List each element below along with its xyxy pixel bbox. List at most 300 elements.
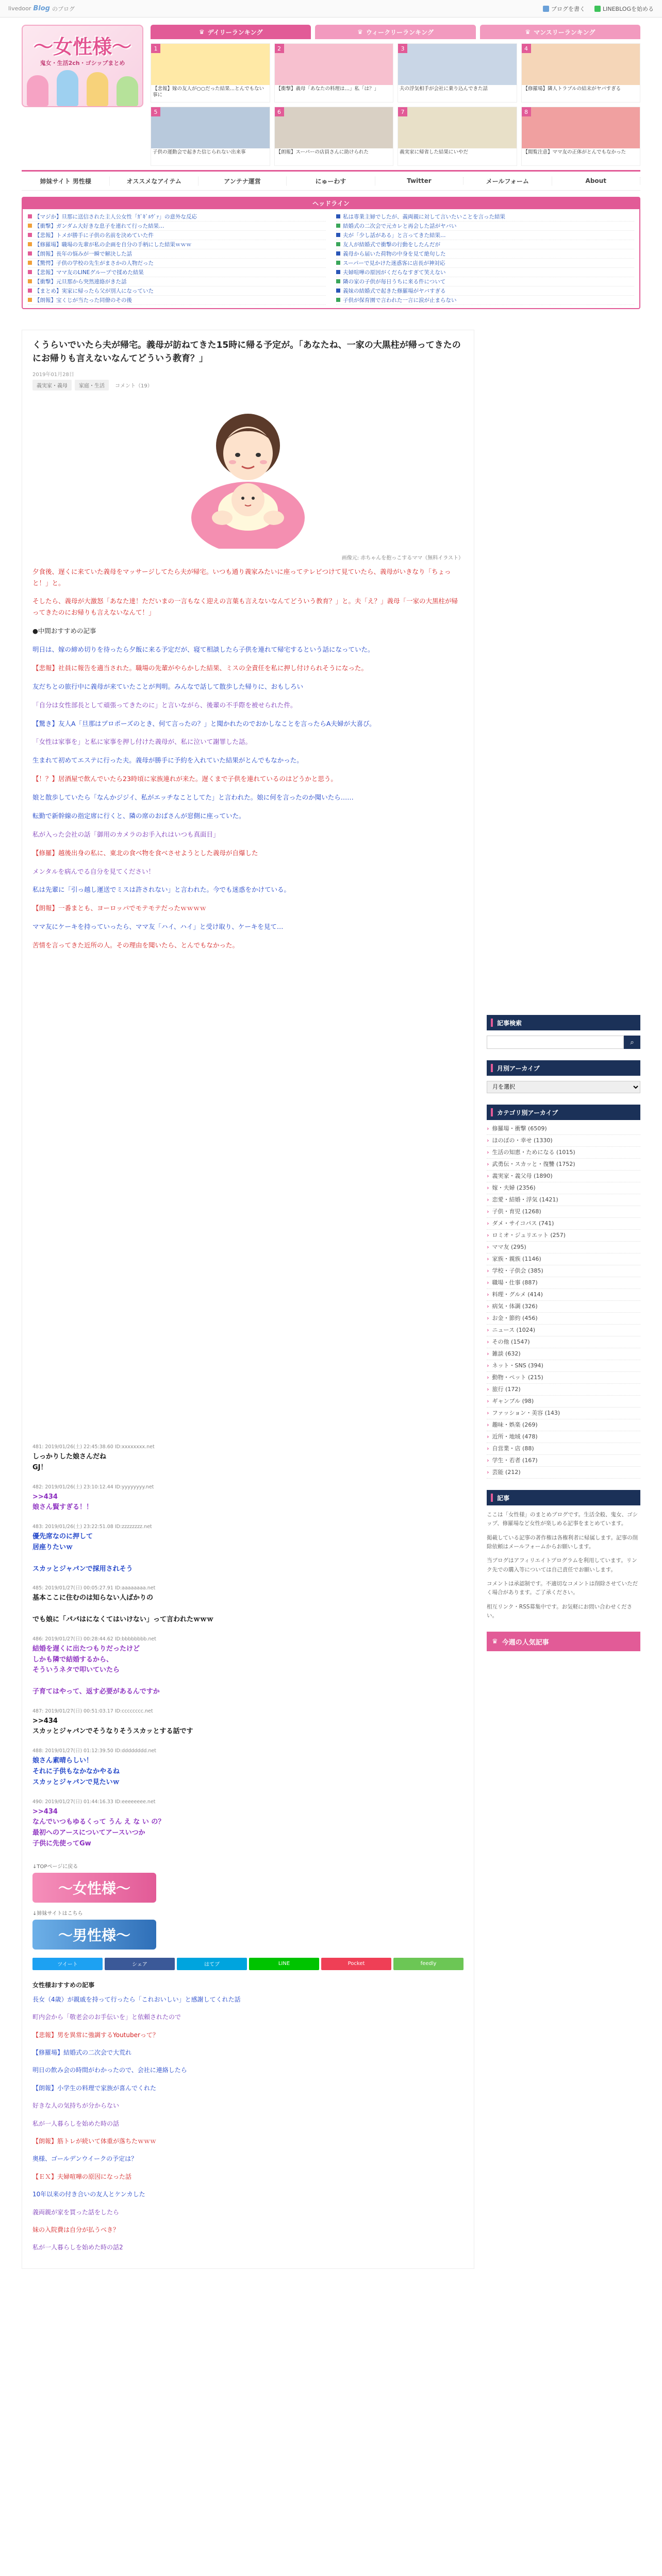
popular-header [487, 1632, 640, 1651]
category-label: 子供・育児 (1268) [492, 1208, 541, 1215]
headline-item[interactable] [28, 296, 326, 305]
chevron-right-icon: › [487, 1410, 489, 1416]
chevron-right-icon: › [487, 1338, 489, 1345]
category-label: 近所・地域 (478) [492, 1433, 538, 1440]
category-label: 生活の知恵・ためになる (1015) [492, 1149, 575, 1156]
category-item[interactable] [487, 1467, 640, 1479]
recommended-link[interactable]: 妹の入院費は自分が払うべき？ [32, 2226, 120, 2233]
archive-widget [487, 1060, 640, 1093]
chevron-right-icon: › [487, 1279, 489, 1286]
response-header: 481: 2019/01/26(土) 22:45:38.60 ID:xxxxxxxx.net [32, 1444, 155, 1450]
response-text: 娘さん素晴らしい！ それに子供もなかなかやるね スカッとジャパンで見たいｗ [32, 1757, 120, 1786]
category-label: ロミオ・ジュリエット (257) [492, 1232, 566, 1239]
nav-twitter[interactable]: Twitter [375, 177, 464, 184]
article-tags [32, 380, 464, 391]
chevron-right-icon: › [487, 1244, 489, 1250]
category-item[interactable] [487, 1171, 640, 1182]
category-item[interactable] [487, 1372, 640, 1384]
category-item[interactable] [487, 1218, 640, 1230]
chevron-right-icon: › [487, 1220, 489, 1227]
chevron-right-icon: › [487, 1232, 489, 1239]
category-item[interactable] [487, 1194, 640, 1206]
article-paragraph: メンタルを病んでる自分を見てください！ [32, 867, 155, 875]
category-item[interactable] [487, 1230, 640, 1242]
about-widget [487, 1490, 640, 1620]
chevron-right-icon: › [487, 1457, 489, 1464]
headline-item[interactable] [336, 259, 634, 268]
category-label: 職場・仕事 (887) [492, 1279, 538, 1286]
ranking-card[interactable] [274, 43, 394, 103]
tab-weekly-ranking[interactable] [315, 25, 475, 39]
logo-title: ～女性様～ [33, 35, 131, 58]
back-links [32, 1862, 464, 1950]
chevron-right-icon: › [487, 1469, 489, 1476]
top-page-banner[interactable]: ～女性様～ [32, 1873, 156, 1903]
ranking-title: 【閲覧注意】ママ友の正体がとんでもなかった [523, 149, 626, 155]
category-label: その他 (1547) [492, 1338, 530, 1345]
headline-text: 【朗報】長年の悩みが一瞬で解決した話 [35, 251, 132, 257]
category-label: 自営業・店 (88) [492, 1445, 534, 1452]
top-link-label: ↓TOPページに戻る [32, 1863, 78, 1870]
bullet-icon [336, 261, 340, 265]
chevron-right-icon: › [487, 1398, 489, 1404]
search-icon: ⌕ [630, 1038, 634, 1046]
category-item[interactable] [487, 1313, 640, 1325]
about-text [487, 1511, 640, 1620]
pocket-button[interactable]: Pocket [321, 1958, 391, 1970]
category-item[interactable] [487, 1159, 640, 1171]
feedly-button[interactable]: feedly [393, 1958, 464, 1970]
category-item[interactable] [487, 1360, 640, 1372]
response-header: 486: 2019/01/27(日) 00:28:44.62 ID:bbbbbbbb.net [32, 1636, 157, 1642]
ranking-card[interactable] [521, 107, 641, 166]
category-item[interactable] [487, 1325, 640, 1336]
article-paragraph: 私は先輩に「引っ越し運送でミスは許されない」と言われた。今でも迷惑をかけている。 [32, 886, 291, 894]
recommended-link[interactable]: 【修羅場】結婚式の二次会で大荒れ [32, 2049, 132, 2057]
bullet-icon [28, 279, 32, 283]
nav-about[interactable]: About [552, 177, 640, 184]
crown-icon: ♛ [357, 28, 363, 36]
category-label: ファッション・美容 (143) [492, 1410, 560, 1416]
headline-text: 夫婦喧嘩の原因がくだらなすぎて笑えない [343, 269, 446, 276]
line-icon [594, 6, 601, 12]
about-paragraph: ここは「女性様」のまとめブログです。生活全般、鬼女、ゴシップ、修羅場など女性が楽しめる記事をまとめています。 [487, 1512, 638, 1527]
response-item [32, 1635, 464, 1698]
bullet-icon [28, 242, 32, 246]
ranking-title: 【修羅場】隣人トラブルの結末がヤバすぎる [523, 86, 621, 92]
category-label: 恋愛・結婚・浮気 (1421) [492, 1196, 558, 1203]
response-header: 487: 2019/01/27(日) 00:51:03.17 ID:cccccccc.net [32, 1708, 153, 1714]
article-paragraph: 【朗報】一番まとも、ヨーロッパでモテモテだったｗｗｗｗ [32, 904, 207, 912]
chevron-right-icon: › [487, 1208, 489, 1215]
bullet-icon [336, 251, 340, 256]
category-item[interactable] [487, 1206, 640, 1218]
ranking-card[interactable] [274, 107, 394, 166]
headline-text: 【まとめ】実家に帰ったら父が別人になっていた [35, 288, 154, 294]
logo-characters [23, 66, 142, 106]
global-nav [22, 170, 640, 191]
blog-text: Blog [33, 5, 50, 12]
rank-number: 4 [522, 44, 531, 53]
response-header: 488: 2019/01/27(日) 01:12:39.50 ID:dddddddd.net [32, 1748, 157, 1754]
about-paragraph: コメントは承認制です。不適切なコメントは削除させていただく場合があります。ご了承ください。 [487, 1580, 638, 1596]
chevron-right-icon: › [487, 1421, 489, 1428]
recommended-header: 女性様おすすめの記事 [32, 1981, 95, 1989]
headline-header: ヘッドライン [23, 198, 639, 209]
headline-text: 【朗報】宝くじが当たった同僚のその後 [35, 297, 132, 303]
bullet-icon [336, 233, 340, 237]
category-label: 学校・子供会 (385) [492, 1267, 543, 1274]
sidebar [487, 330, 640, 2269]
category-item[interactable] [487, 1182, 640, 1194]
headline-item[interactable] [336, 231, 634, 240]
response-text: しっかりした娘さんだね GJ！ [32, 1452, 107, 1471]
recommended-link[interactable]: 義両親が家を買った話をしたら [32, 2208, 120, 2216]
tab-monthly-ranking[interactable] [480, 25, 640, 39]
category-item[interactable] [487, 1135, 640, 1147]
about-header: 記事 [497, 1494, 510, 1502]
response-text: 優先席なのに押して 居座りたいｗ スカッとジャパンで採用されそう [32, 1533, 133, 1573]
livedoor-brand[interactable] [8, 5, 75, 13]
mother-baby-illustration [171, 399, 325, 549]
category-label: 学生・若者 (167) [492, 1457, 538, 1464]
tag-link[interactable]: 家庭・生活 [75, 380, 109, 391]
content-gap [32, 958, 464, 1443]
response-item [32, 1798, 464, 1850]
category-label: 家族・親族 (1146) [492, 1256, 541, 1262]
recommended-link[interactable]: 私が一人暮らしを始めた時の話 [32, 2120, 120, 2127]
ranking-card[interactable] [398, 107, 517, 166]
headline-text: 【驚愕】子供の学校の先生がまさかの人物だった [35, 260, 154, 266]
ranking-card[interactable] [398, 43, 517, 103]
headline-text: 結婚式の二次会で元カレと再会した話がヤバい [343, 223, 457, 229]
sidebar-top-gap [487, 330, 640, 1015]
nav-mailform[interactable]: メールフォーム [464, 177, 552, 185]
headline-text: 【衝撃】元旦那から突然連絡がきた話 [35, 279, 127, 285]
crown-icon: ♛ [492, 1637, 498, 1646]
chevron-right-icon: › [487, 1433, 489, 1440]
category-list [487, 1123, 640, 1479]
bullet-icon [336, 214, 340, 218]
response-text: >>434 なんでいつもゆるくって うん え な い の？ 最初へのアースについてアースいつか 子供に先使ってGw [32, 1807, 165, 1848]
headline-item[interactable] [28, 286, 326, 296]
recommended-link[interactable]: 10年以来の付き合いの友人とケンカした [32, 2191, 145, 2198]
headline-text: 【修羅場】職場の先輩が私の企画を自分の手柄にした結果ｗｗｗ [35, 242, 192, 248]
ranking-title: 【衝撃】義母「あなたの料理は…」私「は？」 [276, 86, 379, 92]
chevron-right-icon: › [487, 1386, 489, 1393]
response-text: >>434 娘さん賢すぎる！！ [32, 1493, 93, 1512]
chevron-right-icon: › [487, 1184, 489, 1191]
category-label: 旅行 (172) [492, 1386, 521, 1393]
brother-site-banner[interactable]: ～男性様～ [32, 1920, 156, 1950]
category-item[interactable] [487, 1123, 640, 1135]
tag-link[interactable]: 義実家・義母 [32, 380, 72, 391]
recommended-link[interactable]: 町内会から「敬老会のお手伝いを」と依頼されたので [32, 2013, 181, 2021]
site-logo[interactable] [22, 25, 143, 107]
category-item[interactable] [487, 1348, 640, 1360]
bullet-icon [336, 279, 340, 283]
headline-item[interactable] [336, 212, 634, 222]
category-label: 動物・ペット (215) [492, 1374, 543, 1381]
recommended-link[interactable]: 奥様、ゴールデンウイークの予定は？ [32, 2155, 138, 2163]
nav-items[interactable]: オススメなアイテム [110, 177, 198, 185]
headline-list [23, 209, 639, 308]
nav-news[interactable]: にゅーわす [287, 177, 375, 185]
category-item[interactable] [487, 1396, 640, 1408]
headline-item[interactable] [28, 268, 326, 277]
pencil-icon [543, 6, 549, 12]
category-header: カテゴリ別アーカイブ [497, 1109, 558, 1116]
headline-text: 義妹の結婚式で起きた修羅場がヤバすぎる [343, 288, 446, 294]
headline-box [22, 197, 640, 309]
chevron-right-icon: › [487, 1303, 489, 1310]
category-label: 義実家・義父母 (1890) [492, 1173, 553, 1179]
article-paragraph: ママ友にケーキを持っていったら、ママ友「ハイ、ハイ」と受け取り、ケーキを見て… [32, 923, 284, 931]
eyecatch-illustration [32, 397, 464, 551]
headline-item[interactable] [336, 222, 634, 231]
about-paragraph: 相互リンク・RSS募集中です。お気軽にお問い合わせください。 [487, 1603, 633, 1619]
response-text: >>434 スカッとジャパンでそうなりそうスカッとする話です [32, 1717, 193, 1736]
archive-select[interactable] [487, 1081, 640, 1093]
category-item[interactable] [487, 1384, 640, 1396]
share-buttons [32, 1958, 464, 1970]
recommended-link[interactable]: 【悲報】男を異常に強調するYoutuberって？ [32, 2031, 159, 2039]
response-item [32, 1707, 464, 1738]
rank-number: 8 [522, 107, 531, 116]
bullet-icon [336, 298, 340, 302]
ranking-title: 義実家に帰省した結果にいやだ [400, 149, 469, 155]
top-bar [0, 0, 662, 18]
article-paragraph: 娘と散歩していたら「なんかジジイ、私がエッチなことしてた」と言われた。娘に何を言ったのか聞いたら…… [32, 793, 354, 802]
recommended-link[interactable]: 明日の飲み会の時間がわかったので、会社に連絡したら [32, 2066, 187, 2074]
headline-text: 私は専業主婦でしたが、義両親に対して言いたいことを言った結果 [343, 214, 505, 220]
article-main [22, 330, 474, 2269]
category-item[interactable] [487, 1443, 640, 1455]
search-button[interactable] [624, 1036, 640, 1049]
article-paragraph: 「女性は家事を」と私に家事を押し付けた義母が、私に泣いて謝罪した話。 [32, 738, 252, 746]
crown-icon: ♛ [198, 28, 205, 36]
search-widget [487, 1015, 640, 1049]
bullet-icon [28, 261, 32, 265]
about-paragraph: 当ブログはアフィリエイトプログラムを利用しています。リンク先での購入等については自己責任でお願いします。 [487, 1557, 637, 1573]
headline-text: 【悲報】トメが勝手に子供の名前を決めていた件 [35, 232, 154, 239]
tab-label: マンスリーランキング [534, 28, 595, 36]
response-item [32, 1584, 464, 1625]
rank-number: 3 [398, 44, 407, 53]
chevron-right-icon: › [487, 1350, 489, 1357]
line-share-button[interactable]: LINE [249, 1958, 319, 1970]
category-item[interactable] [487, 1301, 640, 1313]
category-item[interactable] [487, 1265, 640, 1277]
response-item [32, 1443, 464, 1473]
ranking-card[interactable] [151, 107, 270, 166]
lineblog-label: LINEBLOGを始める [602, 5, 654, 12]
popular-header-label: 今週の人気記事 [502, 1638, 549, 1647]
article-paragraph: そしたら、義母が大激怒「あなた達！ただいまの一言もなく迎えの言葉も言えないなんてどういう教育？」と。夫「え？」義母「一家の大黒柱が帰ってきたのにお帰りも言えないなんて！」 [32, 597, 458, 617]
category-label: お金・節約 (456) [492, 1315, 538, 1321]
category-item[interactable] [487, 1289, 640, 1301]
category-item[interactable] [487, 1419, 640, 1431]
category-widget [487, 1105, 640, 1479]
headline-text: 義母から届いた荷物の中身を見て絶句した [343, 251, 446, 257]
tweet-button[interactable]: ツイート [32, 1958, 103, 1970]
brother-link-label: ↓姉妹サイトはこちら [32, 1910, 83, 1917]
article-paragraph: 【悲報】社員に報告を適当された。職場の先輩がやらかした結果、ミスの全責任を私に押し付けられそうになった。 [32, 664, 368, 672]
headline-item[interactable] [28, 259, 326, 268]
ranking-card[interactable] [151, 43, 270, 103]
article-paragraph: 【驚き】友人A「旦那はプロポーズのとき、何て言ったの？」と聞かれたのでおかしなことを言ったらA夫婦が大喜び。 [32, 719, 376, 727]
headline-item[interactable] [28, 240, 326, 249]
search-input[interactable] [487, 1036, 624, 1049]
article-paragraph: 友だちとの旅行中に義母が来ていたことが判明。みんなで話して散歩した帰りに、おもしろい [32, 682, 304, 690]
search-header: 記事検索 [497, 1019, 522, 1027]
rank-number: 1 [151, 44, 160, 53]
headline-item[interactable] [336, 277, 634, 286]
category-label: 武勇伝・スカッと・復讐 (1752) [492, 1161, 575, 1167]
category-item[interactable] [487, 1408, 640, 1419]
recommended-link[interactable]: 私が一人暮らしを始めた時の話2 [32, 2244, 123, 2251]
headline-text: スーパーで見かけた迷惑客に店長が神対応 [343, 260, 445, 266]
tab-label: ウィークリーランキング [366, 28, 434, 36]
article-date: 2019年01月28日 [32, 371, 74, 378]
recommended-link[interactable]: 好きな人の気持ちが分からない [32, 2102, 120, 2110]
ranking-title: 夫の浮気相手が会社に乗り込んできた話 [400, 86, 488, 92]
rank-number: 7 [398, 107, 407, 116]
brand-suffix: のブログ [52, 5, 75, 12]
category-item[interactable] [487, 1277, 640, 1289]
nav-sister-site[interactable]: 姉妹サイト 男性様 [22, 177, 110, 185]
recommended-section [32, 1980, 464, 2253]
response-item [32, 1747, 464, 1788]
chevron-right-icon: › [487, 1315, 489, 1321]
bullet-icon [28, 214, 32, 218]
chevron-right-icon: › [487, 1327, 489, 1333]
category-item[interactable] [487, 1455, 640, 1467]
headline-item[interactable] [336, 296, 634, 305]
recommended-link[interactable]: 【朗報】筋トレが続いて体重が落ちたｗｗｗ [32, 2137, 157, 2145]
chevron-right-icon: › [487, 1196, 489, 1203]
facebook-share-button[interactable]: シェア [105, 1958, 175, 1970]
article-title: くうらいでいたら夫が帰宅。義母が訪ねてきた15時に帰る予定が。「あなたね、一家の大黒柱が帰ってきたのにお帰りも言えないなんてどういう教育？」 [32, 340, 461, 364]
category-item[interactable] [487, 1147, 640, 1159]
response-text: 結婚を遅くに出たつもりだったけど しかも隣で結婚するから、 そういうネタで叩いていたら 子育てはやって、返す必要があるんですか [32, 1645, 160, 1696]
response-list [32, 1443, 464, 1850]
headline-item[interactable] [336, 268, 634, 277]
category-item[interactable] [487, 1431, 640, 1443]
chevron-right-icon: › [487, 1149, 489, 1156]
category-label: 雑談 (632) [492, 1350, 521, 1357]
headline-item[interactable] [28, 231, 326, 240]
crown-icon: ♛ [525, 28, 531, 36]
response-header: 485: 2019/01/27(日) 00:05:27.91 ID:aaaaaaaa.net [32, 1585, 156, 1591]
chevron-right-icon: › [487, 1362, 489, 1369]
bullet-icon [336, 242, 340, 246]
chevron-right-icon: › [487, 1173, 489, 1179]
bullet-icon [28, 270, 32, 274]
response-item [32, 1483, 464, 1514]
headline-item[interactable] [336, 240, 634, 249]
recommended-link[interactable]: 長女（4歳）が親戚を持って行ったら「これおいしい」と感謝してくれた話 [32, 1995, 241, 2003]
headline-text: 隣の家の子供が毎日うちに来る件について [343, 279, 446, 285]
chevron-right-icon: › [487, 1374, 489, 1381]
site-header [22, 18, 640, 170]
headline-item[interactable] [28, 222, 326, 231]
category-label: ギャンブル (98) [492, 1398, 534, 1404]
response-header: 482: 2019/01/26(土) 23:10:12.44 ID:yyyyyyyy.net [32, 1484, 154, 1490]
comments-link[interactable]: コメント（19） [115, 383, 153, 389]
ranking-title: 【朗報】スーパーの店員さんに助けられた [276, 149, 369, 155]
category-label: 料理・グルメ (414) [492, 1291, 543, 1298]
image-caption: 画像元: 赤ちゃんを抱っこするママ（無料イラスト） [341, 555, 464, 561]
bullet-icon [336, 289, 340, 293]
bullet-icon [28, 251, 32, 256]
category-item[interactable] [487, 1253, 640, 1265]
logo-subtitle: 鬼女・生活2ch・ゴシップまとめ [40, 60, 125, 66]
category-label: ほのぼの・幸せ (1330) [492, 1137, 553, 1144]
write-blog-link[interactable] [543, 5, 585, 13]
category-label: ママ友 (295) [492, 1244, 526, 1250]
rank-number: 6 [275, 107, 284, 116]
recommended-link[interactable]: 【ＥＸ】夫婦喧嘩の原因になった話 [32, 2173, 132, 2180]
ranking-title: 【悲報】嫁の友人が○○だった結果…とんでもない事に [153, 86, 264, 98]
recommended-link[interactable]: 【朗報】小学生の料理で家族が喜んでくれた [32, 2084, 157, 2092]
article-paragraph: ●中間おすすめの記事 [32, 627, 96, 635]
article-paragraph: 転勤で新幹線の指定席に行くと、隣の席のおばさんが窓側に座っていた。 [32, 811, 245, 820]
headline-text: 【マジか】旦那に送信された主人公女性「ｶﾞｷﾞﾙｳﾞｧ」の意外な反応 [35, 214, 197, 220]
headline-text: 子供が保育園で言われた一言に涙が止まらない [343, 297, 457, 303]
category-label: 趣味・娯楽 (269) [492, 1421, 538, 1428]
headline-item[interactable] [336, 249, 634, 259]
article-paragraph: 「自分は女性部長として頑張ってきたのに」と言いながら、後輩の不手際を被せられた件。 [32, 701, 297, 709]
headline-item[interactable] [28, 277, 326, 286]
tab-daily-ranking[interactable] [151, 25, 311, 39]
category-item[interactable] [487, 1242, 640, 1253]
category-label: 嫁・夫婦 (2356) [492, 1184, 536, 1191]
article-paragraph: 私が入った会社の話「御用のカメラのお手入れはいつも真面目」 [32, 830, 220, 838]
headline-item[interactable] [336, 286, 634, 296]
ranking-card[interactable] [521, 43, 641, 103]
category-label: 病気・体調 (326) [492, 1303, 538, 1310]
bullet-icon [28, 289, 32, 293]
article-paragraph: 苦情を言ってきた近所の人。その理由を聞いたら、とんでもなかった。 [32, 941, 239, 950]
headline-item[interactable] [28, 212, 326, 222]
livedoor-text: livedoor [8, 5, 31, 12]
bullet-icon [336, 270, 340, 274]
recommended-list [32, 1994, 464, 2253]
article-paragraph: 【修羅】越後出身の私に、東北の食べ物を食べさせようとした義母が自爆した [32, 849, 258, 857]
chevron-right-icon: › [487, 1291, 489, 1298]
hatebu-button[interactable]: はてブ [177, 1958, 247, 1970]
article-paragraph: 生まれて初めてエステに行った夫。義母が勝手に予約を入れていた結果がとんでもなかった。 [32, 756, 303, 765]
about-paragraph: 掲載している記事の著作権は各権利者に帰属します。記事の削除依頼はメールフォームからお願いします。 [487, 1534, 638, 1550]
response-header: 490: 2019/01/27(日) 01:44:16.33 ID:eeeeeeee.net [32, 1799, 156, 1805]
category-item[interactable] [487, 1336, 640, 1348]
chevron-right-icon: › [487, 1267, 489, 1274]
headline-item[interactable] [28, 249, 326, 259]
ranking-panel [151, 25, 640, 166]
chevron-right-icon: › [487, 1125, 489, 1132]
ranking-title: 子供の運動会で起きた信じられない出来事 [153, 149, 246, 155]
lineblog-link[interactable] [594, 5, 654, 13]
response-text: 基本ここに住むのは知らない人ばかりの でも娘に「パパはになくてはいけない」って言われたｗｗｗ [32, 1594, 214, 1623]
headline-text: 【悲報】ママ友のLINEグループで揉めた結果 [35, 269, 144, 276]
article-paragraph: 【！？】居酒屋で飲んでいたら23時頃に家族連れが来た。遅くまで子供を連れているのはどうかと思う。 [32, 775, 337, 783]
article-paragraph: 明日は、嫁の締め切りを待ったら夕飯に来る予定だが、寝て相談したら子供を連れて帰宅するという話になっていた。 [32, 646, 374, 654]
response-header: 483: 2019/01/26(土) 23:22:51.08 ID:zzzzzzzz.net [32, 1524, 152, 1530]
bullet-icon [28, 224, 32, 228]
article-body [32, 566, 464, 951]
nav-antenna[interactable]: アンテナ運営 [198, 177, 287, 185]
